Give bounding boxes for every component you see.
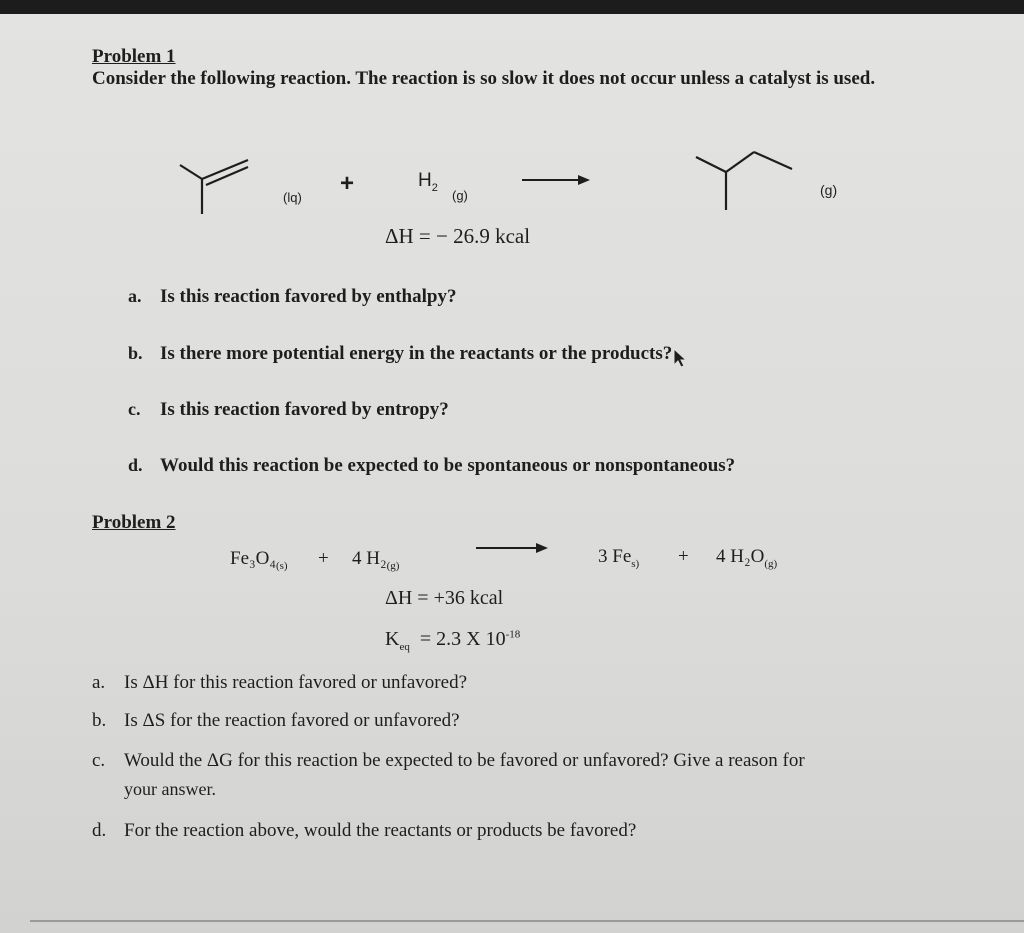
p1-question-a-letter: a. — [128, 286, 142, 306]
p1-question-b-letter: b. — [128, 343, 143, 363]
p2-question-c: Would the ΔG for this reaction be expected to be favored or unfavored? Give a reason for — [124, 750, 805, 771]
reactant-h2: 4 $H_2_{(g)}$ — [352, 548, 400, 572]
page-bottom-edge — [30, 920, 1024, 922]
p1-question-b: Is there more potential energy in the reactants or the products? — [160, 343, 673, 364]
problem1-title: Problem 1 — [92, 46, 176, 67]
h2-formula: $H_2$ — [418, 170, 438, 194]
problem2-keq: $K_{eq} = 2.3$ X $10^{-18}$ — [385, 628, 521, 653]
p1-question-a: Is this reaction favored by enthalpy? — [160, 286, 457, 307]
product-alkane-structure — [688, 145, 798, 215]
reactant-fe3o4: $Fe_3O_4_{(s)}$ — [230, 548, 288, 572]
p1-question-d: Would this reaction be expected to be spontaneous or nonspontaneous? — [160, 455, 736, 476]
p2-question-c-letter: c. — [92, 750, 106, 771]
p2-question-d: For the reaction above, would the reactants or products be favored? — [124, 820, 637, 841]
problem1-intro: Consider the following reaction. The reaction is so slow it does not occur unless a catalyst is used. — [92, 68, 876, 89]
p2-question-b: Is ΔS for the reaction favored or unfavored? — [124, 710, 460, 731]
product-h2o: 4 $H_2O_{(g)}$ — [716, 546, 778, 570]
problem2-plus-1: + — [318, 548, 329, 569]
p2-question-d-letter: d. — [92, 820, 107, 841]
p2-question-a: Is ΔH for this reaction favored or unfavored? — [124, 672, 468, 693]
p2-question-c-continued: your answer. — [124, 779, 216, 799]
p2-question-a-letter: a. — [92, 672, 106, 693]
product-fe: 3 $Fe_{s)}$ — [598, 546, 640, 570]
h2-phase: (g) — [452, 188, 468, 203]
problem2-plus-2: + — [678, 546, 689, 567]
p1-question-d-letter: d. — [128, 455, 143, 475]
product-phase: (g) — [820, 182, 838, 198]
p1-question-c: Is this reaction favored by entropy? — [160, 399, 449, 420]
mouse-cursor-icon — [672, 347, 688, 369]
reactant-phase: (lq) — [283, 190, 302, 205]
problem1-delta-h: ΔH = − 26.9 kcal — [385, 224, 531, 248]
plus-sign: + — [340, 170, 355, 197]
p1-question-c-letter: c. — [128, 399, 141, 419]
reaction-arrow-1 — [520, 172, 592, 188]
reaction-arrow-2 — [474, 540, 550, 556]
problem2-title: Problem 2 — [92, 512, 176, 533]
p2-question-b-letter: b. — [92, 710, 107, 731]
top-bar — [0, 0, 1024, 14]
problem2-delta-h: ΔH = +36 kcal — [385, 587, 504, 609]
reactant-alkene-structure — [170, 150, 290, 220]
